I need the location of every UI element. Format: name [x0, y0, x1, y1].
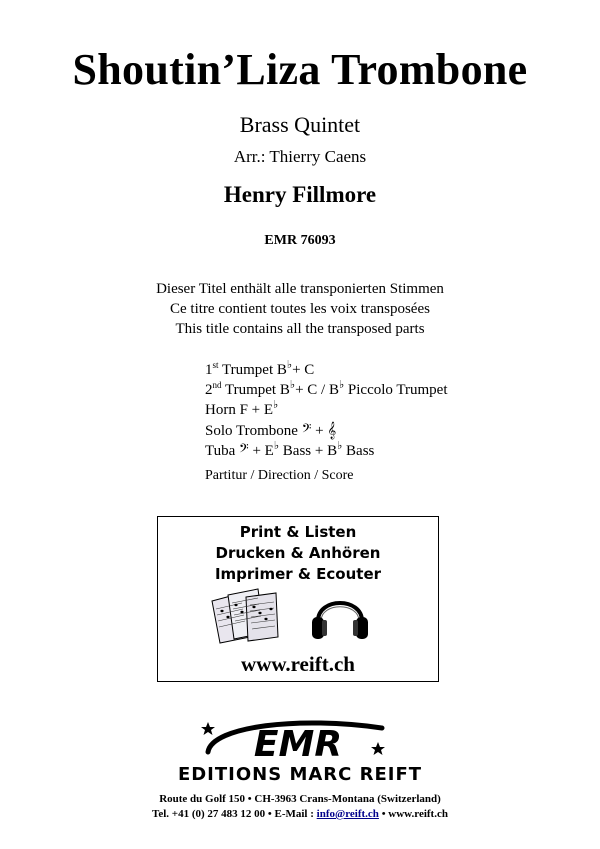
bass-clef-icon: 𝄢	[239, 441, 249, 459]
score-note: Partitur / Direction / Score	[205, 468, 354, 483]
part-solo-trombone: Solo Trombone 𝄢 + 𝄞	[205, 421, 337, 439]
flat-sign: ♭	[289, 379, 296, 391]
arranger-credit: Arr.: Thierry Caens	[233, 147, 367, 166]
headphones-icon	[308, 587, 372, 645]
part-tuba: Tuba 𝄢 + E♭ Bass + B♭ Bass	[205, 440, 375, 459]
promo-website: www.reift.ch	[241, 652, 355, 676]
catalog-code: EMR 76093	[264, 233, 336, 248]
subtitle: Brass Quintet	[239, 112, 361, 137]
flat-sign: ♭	[337, 440, 343, 452]
footer-phone: Tel. +41 (0) 27 483 12 00 • E-Mail :	[152, 808, 317, 820]
flat-sign: ♭	[338, 379, 345, 391]
footer-contact	[0, 807, 600, 822]
description-english: This title contains all the transposed parts	[175, 321, 425, 337]
description-french: Ce titre contient toutes les voix transposées	[170, 301, 430, 317]
footer-address: Route du Golf 150 • CH-3963 Crans-Montana (Switzerland)	[159, 793, 441, 805]
print-listen-box	[157, 516, 439, 682]
flat-sign: ♭	[286, 359, 293, 371]
footer-website: • www.reift.ch	[378, 808, 448, 820]
promo-line-english: Print & Listen	[239, 523, 357, 541]
composer-name: Henry Fillmore	[223, 182, 377, 207]
sheet-music-icon	[208, 587, 282, 645]
page-title: Shoutin’Liza Trombone	[72, 45, 528, 94]
logo-mark: EMR	[253, 724, 343, 765]
bass-clef-icon: 𝄢	[301, 421, 312, 439]
part-second-trumpet: 2nd Trumpet B♭+ C / B♭ Piccolo Trumpet	[205, 379, 448, 398]
part-horn: Horn F + E♭	[205, 399, 279, 418]
footer-email-link[interactable]: info@reift.ch	[316, 808, 379, 820]
flat-sign: ♭	[273, 440, 280, 452]
flat-sign: ♭	[273, 399, 279, 411]
treble-clef-icon: 𝄞	[327, 421, 337, 439]
logo-wordmark: EDITIONS MARC REIFT	[177, 764, 423, 785]
promo-line-french: Imprimer & Ecouter	[214, 565, 382, 583]
description-german: Dieser Titel enthält alle transponierten Stimmen	[156, 281, 444, 297]
promo-line-german: Drucken & Anhören	[215, 544, 381, 562]
part-first-trumpet: 1st Trumpet B♭+ C	[205, 359, 315, 378]
emr-logo	[150, 712, 450, 787]
